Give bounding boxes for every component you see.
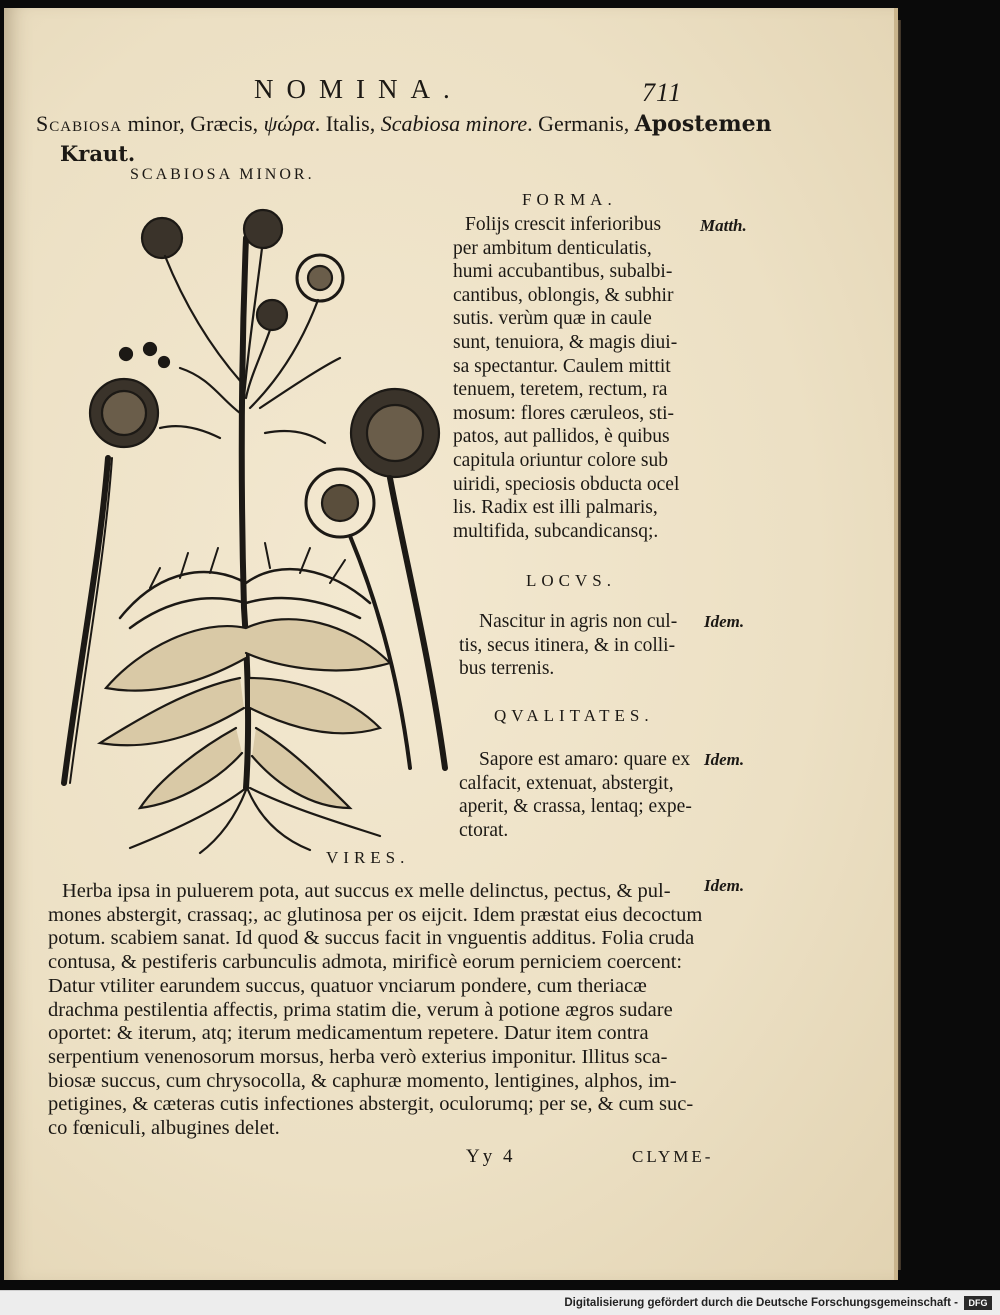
text-line: lis. Radix est illi palmaris,	[453, 497, 658, 519]
text-line: potum. scabiem sanat. Id quod & succus facit in vnguentis additus. Folia cruda	[48, 927, 695, 950]
heading-forma: FORMA.	[522, 190, 617, 209]
text-line: uiridi, speciosis obducta ocel	[453, 473, 680, 495]
heading-qualitates: QVALITATES.	[494, 706, 654, 725]
text-line: Sapore est amaro: quare ex	[479, 749, 691, 770]
signature-mark: Yy 4	[466, 1146, 516, 1167]
names-label: Scabiosa	[36, 111, 123, 136]
text-line: multifida, subcandicansq;.	[453, 520, 659, 542]
dfg-credit: Digitalisierung gefördert durch die Deutsche Forschungsgemeinschaft -	[564, 1297, 958, 1309]
text-line: humi accubantibus, subalbi-	[453, 261, 673, 283]
heading-vires: VIRES.	[326, 848, 410, 867]
text-line: Folijs crescit inferioribus	[465, 214, 662, 235]
catchword: CLYME-	[632, 1147, 714, 1166]
german-name: Apostemen	[634, 111, 772, 137]
book-page	[4, 8, 898, 1280]
page-number: 711	[642, 78, 683, 107]
text-line: contusa, & pestiferis carbunculis admota, mirificè eorum perniciem coercent:	[48, 951, 683, 974]
text-line: Nascitur in agris non cul-	[479, 611, 678, 632]
heading-locus: LOCVS.	[526, 571, 616, 590]
text-line: capitula oriuntur colore sub	[453, 449, 668, 471]
names-text-3: . Germanis,	[527, 111, 635, 136]
text-line: calfacit, extenuat, abstergit,	[459, 772, 674, 794]
vires-text	[48, 880, 702, 1141]
text-line: petigines, & cæteras cutis infectiones abstergit, oculorumq; per se, & cum suc-	[48, 1093, 694, 1116]
text-line: serpentium venenosorum morsus, herba verò exterius imponitur. Illitus sca-	[48, 1045, 668, 1068]
text-line: per ambitum denticulatis,	[453, 237, 652, 259]
text-line: oportet: & iterum, atq; iterum medicamentum repetere. Datur item contra	[48, 1022, 649, 1045]
text-line: mones abstergit, crassaq;, ac glutinosa per os eijcit. Idem præstat eius decoctum	[48, 903, 703, 926]
forma-text	[453, 213, 679, 543]
margin-source-locus: Idem.	[704, 612, 745, 631]
text-line: tis, secus itinera, & in colli-	[459, 634, 676, 656]
greek-name: ψώρα	[263, 111, 315, 136]
names-line	[36, 111, 772, 137]
text-line: mosum: flores cæruleos, sti-	[453, 402, 674, 424]
text-line: aperit, & crassa, lentaq; expe-	[459, 796, 692, 818]
qualitates-text	[459, 748, 692, 842]
text-line: sa spectantur. Caulem mittit	[453, 355, 671, 377]
text-line: biosæ succus, cum chrysocolla, & caphuræ momento, lentigines, alphos, im-	[48, 1069, 677, 1092]
text-line: ctorat.	[459, 819, 509, 841]
digitization-footer	[0, 1290, 1000, 1315]
text-line: sutis. verùm quæ in caule	[453, 308, 652, 330]
german-name-continued: Kraut.	[60, 141, 136, 166]
text-line: Herba ipsa in puluerem pota, aut succus ex melle delinctus, pectus, & pul-	[62, 880, 671, 902]
text-line: sunt, tenuiora, & magis diui-	[453, 331, 678, 353]
names-text-2: . Italis,	[314, 111, 381, 136]
margin-source-qualitates: Idem.	[704, 750, 745, 769]
text-line: patos, aut pallidos, è quibus	[453, 426, 670, 448]
text-line: co fœniculi, albugines delet.	[48, 1117, 280, 1140]
plant-caption: SCABIOSA MINOR.	[130, 166, 315, 183]
margin-source-vires: Idem.	[704, 876, 745, 895]
margin-source-forma: Matth.	[700, 216, 747, 235]
dfg-logo: DFG	[964, 1296, 992, 1310]
italian-name: Scabiosa minore	[380, 111, 528, 136]
text-line: cantibus, oblongis, & subhir	[453, 284, 674, 306]
text-line: Datur vtiliter earundem succus, quatuor vnciarum pondere, cum theriacæ	[48, 974, 647, 997]
text-line: bus terrenis.	[459, 658, 555, 680]
text-line: tenuem, teretem, rectum, ra	[453, 379, 668, 401]
names-text: minor, Græcis,	[122, 111, 264, 136]
text-line: drachma pestilentia affectis, prima statim die, verum à potione ægros sudare	[48, 998, 673, 1021]
running-head: NOMINA.	[254, 74, 463, 104]
scabiosa-woodcut-illustration	[60, 208, 450, 858]
locus-text	[459, 610, 677, 681]
